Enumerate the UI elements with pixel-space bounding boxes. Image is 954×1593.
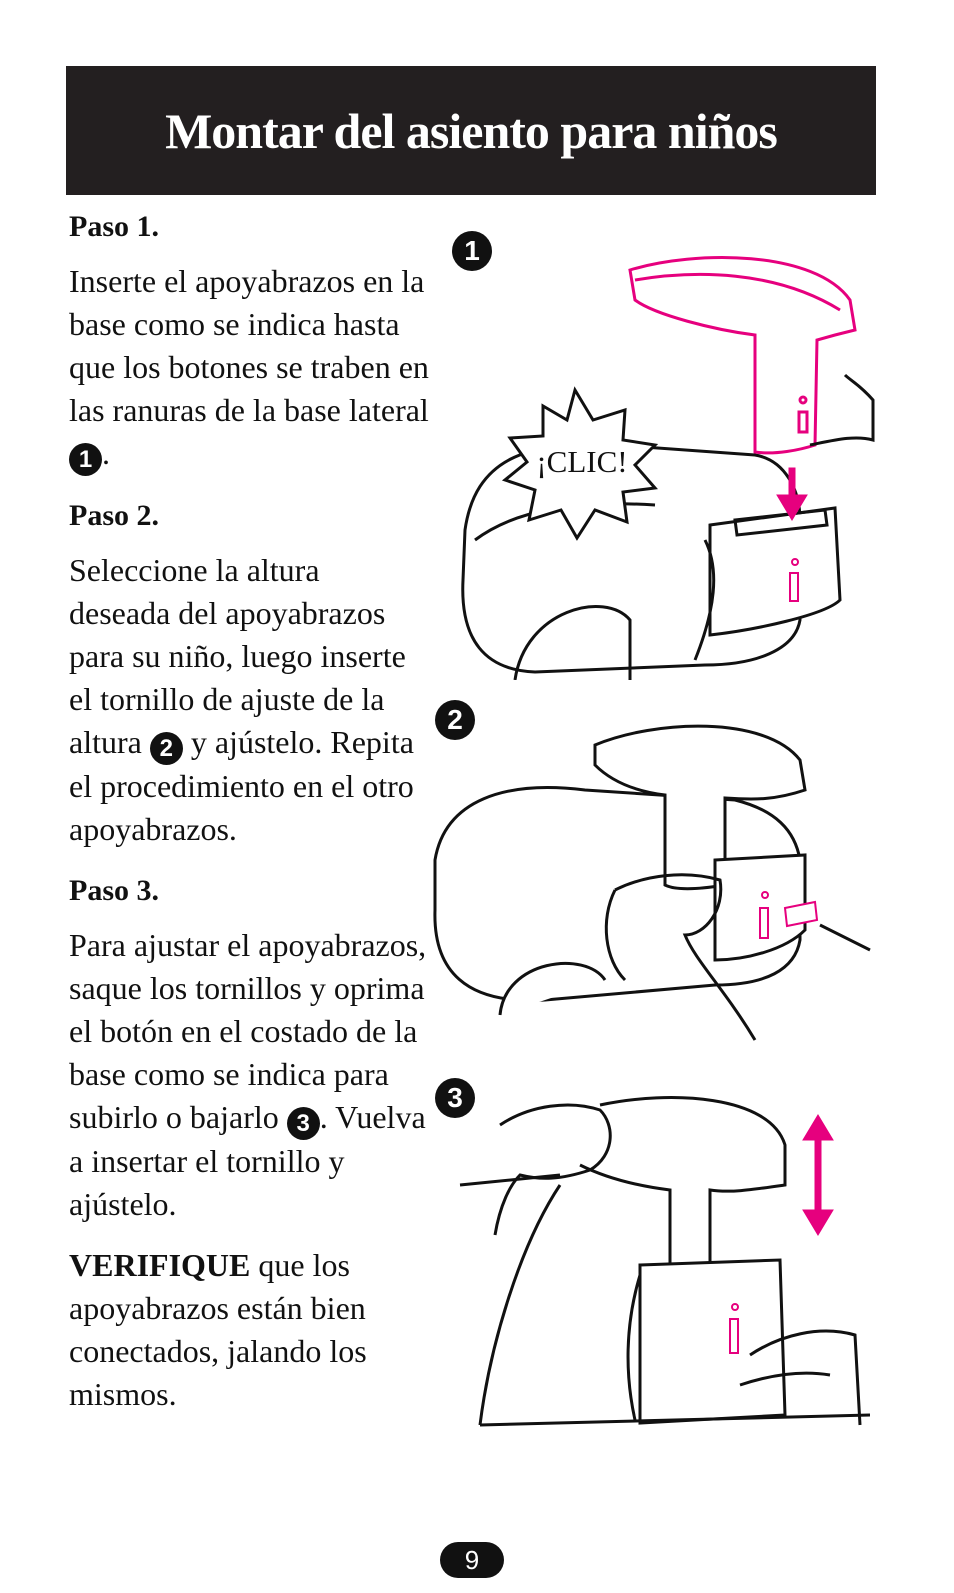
step-2-text-end: y ajústelo. Repita el procedimiento en el otro apoyabrazos.	[69, 724, 414, 847]
step-1-text	[69, 260, 441, 476]
figure-2-number: 2	[435, 700, 475, 740]
figure-1-illustration	[455, 240, 875, 680]
verify-label: VERIFIQUE	[69, 1247, 251, 1283]
step-3-badge: 3	[287, 1107, 320, 1140]
page-header	[66, 66, 876, 195]
figure-1-number: 1	[452, 231, 492, 271]
verify-note	[69, 1244, 414, 1416]
figure-3-number: 3	[435, 1078, 475, 1118]
click-callout: ¡CLIC!	[536, 444, 628, 479]
step-3-text-end: . Vuelva a insertar el tornillo y ajústelo.	[69, 1099, 426, 1222]
instructions-column	[69, 205, 449, 1416]
step-3-text-body: Para ajustar el apoyabrazos, saque los tornillos y oprima el botón en el costado de la base como se indica para subirlo o bajarlo	[69, 927, 427, 1135]
step-2-badge: 2	[150, 732, 183, 765]
step-3-text	[69, 924, 444, 1226]
step-3-title: Paso 3.	[69, 874, 159, 907]
step-2-title: Paso 2.	[69, 499, 159, 532]
figure-2-illustration	[425, 720, 875, 1050]
step-1-badge: 1	[69, 443, 102, 476]
step-1-text-body: Inserte el apoyabrazos en la base como se indica hasta que los botones se traben en las ranuras de la base lateral	[69, 263, 429, 428]
figure-3-illustration	[440, 1085, 870, 1430]
step-2-text-body: Seleccione la altura deseada del apoyabrazos para su niño, luego inserte el tornillo de ajuste de la altura	[69, 552, 406, 760]
step-1-text-end: .	[102, 435, 110, 471]
step-2-text	[69, 549, 424, 851]
verify-text: que los apoyabrazos están bien conectados, jalando los mismos.	[69, 1247, 367, 1412]
step-1-title: Paso 1.	[69, 210, 159, 243]
page-number: 9	[440, 1542, 504, 1578]
page-title: Montar del asiento para niños	[165, 102, 777, 159]
